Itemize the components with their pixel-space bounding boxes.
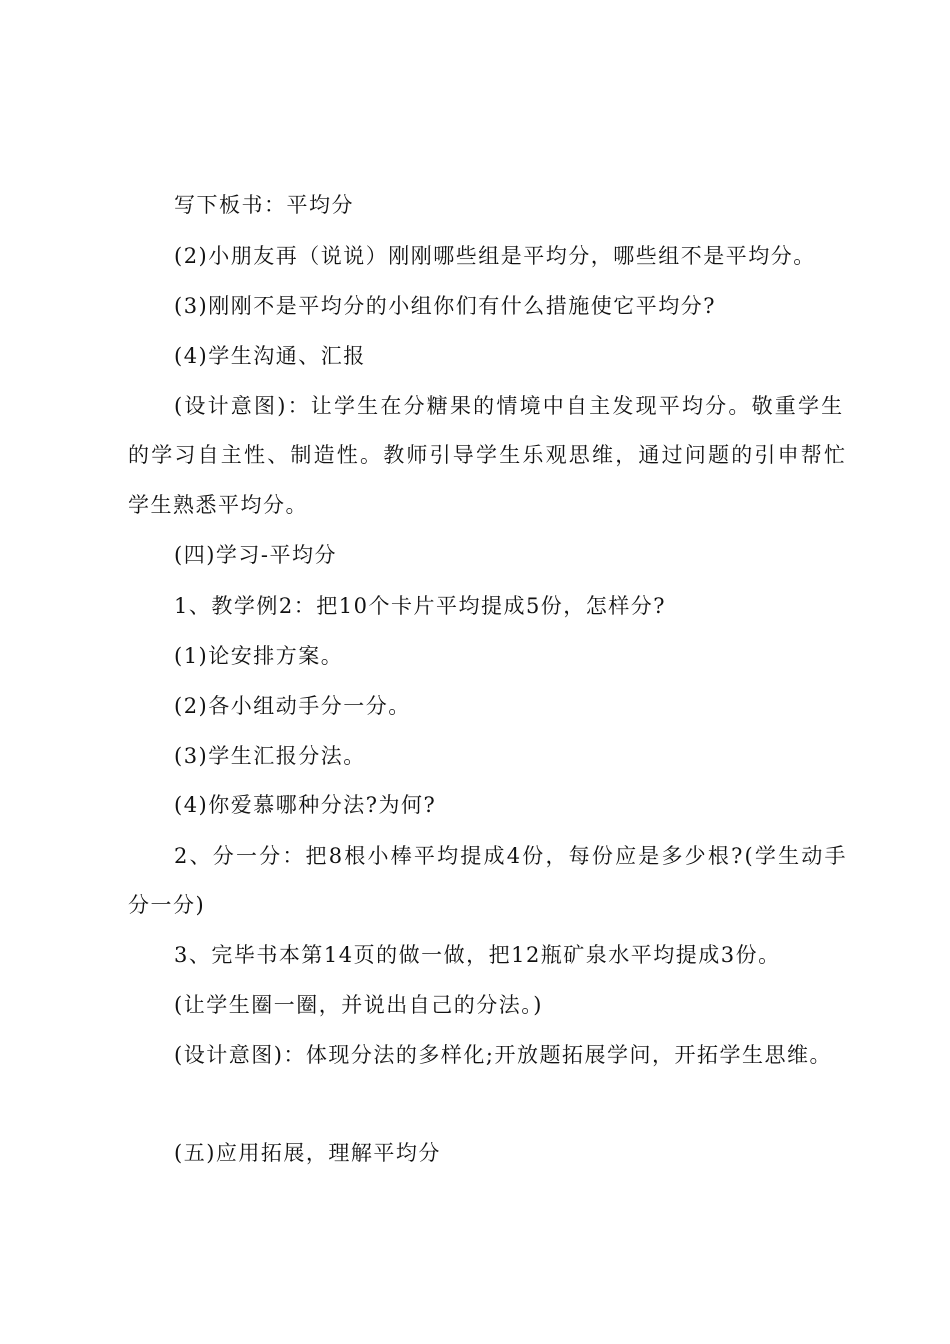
section-heading-4: (四)学习-平均分 xyxy=(174,543,337,567)
text-line-1: 写下板书：平均分 xyxy=(174,193,354,217)
text-line-14: 2、分一分：把8根小棒平均提成4份，每份应是多少根?(学生动手 xyxy=(174,844,848,868)
text-line-13: (4)你爱慕哪种分法?为何? xyxy=(174,793,437,817)
text-line-4: (4)学生沟通、汇报 xyxy=(174,344,366,368)
text-line-16: 3、完毕书本第14页的做一做，把12瓶矿泉水平均提成3份。 xyxy=(174,943,781,967)
text-line-11: (2)各小组动手分一分。 xyxy=(174,694,411,718)
text-line-7: 学生熟悉平均分。 xyxy=(128,493,308,517)
section-heading-5: (五)应用拓展，理解平均分 xyxy=(174,1141,441,1165)
text-line-12: (3)学生汇报分法。 xyxy=(174,744,366,768)
text-line-17: (让学生圈一圈，并说出自己的分法。) xyxy=(174,993,543,1017)
text-line-15: 分一分) xyxy=(128,893,206,917)
text-line-18: (设计意图)：体现分法的多样化;开放题拓展学问，开拓学生思维。 xyxy=(174,1043,832,1067)
text-line-9: 1、教学例2：把10个卡片平均提成5份，怎样分? xyxy=(174,594,667,618)
text-line-10: (1)论安排方案。 xyxy=(174,644,344,668)
text-line-5: (设计意图)：让学生在分糖果的情境中自主发现平均分。敬重学生 xyxy=(174,394,845,418)
text-line-6: 的学习自主性、制造性。教师引导学生乐观思维，通过问题的引申帮忙 xyxy=(128,443,848,467)
text-line-3: (3)刚刚不是平均分的小组你们有什么措施使它平均分? xyxy=(174,294,717,318)
text-line-2: (2)小朋友再（说说）刚刚哪些组是平均分，哪些组不是平均分。 xyxy=(174,244,816,268)
